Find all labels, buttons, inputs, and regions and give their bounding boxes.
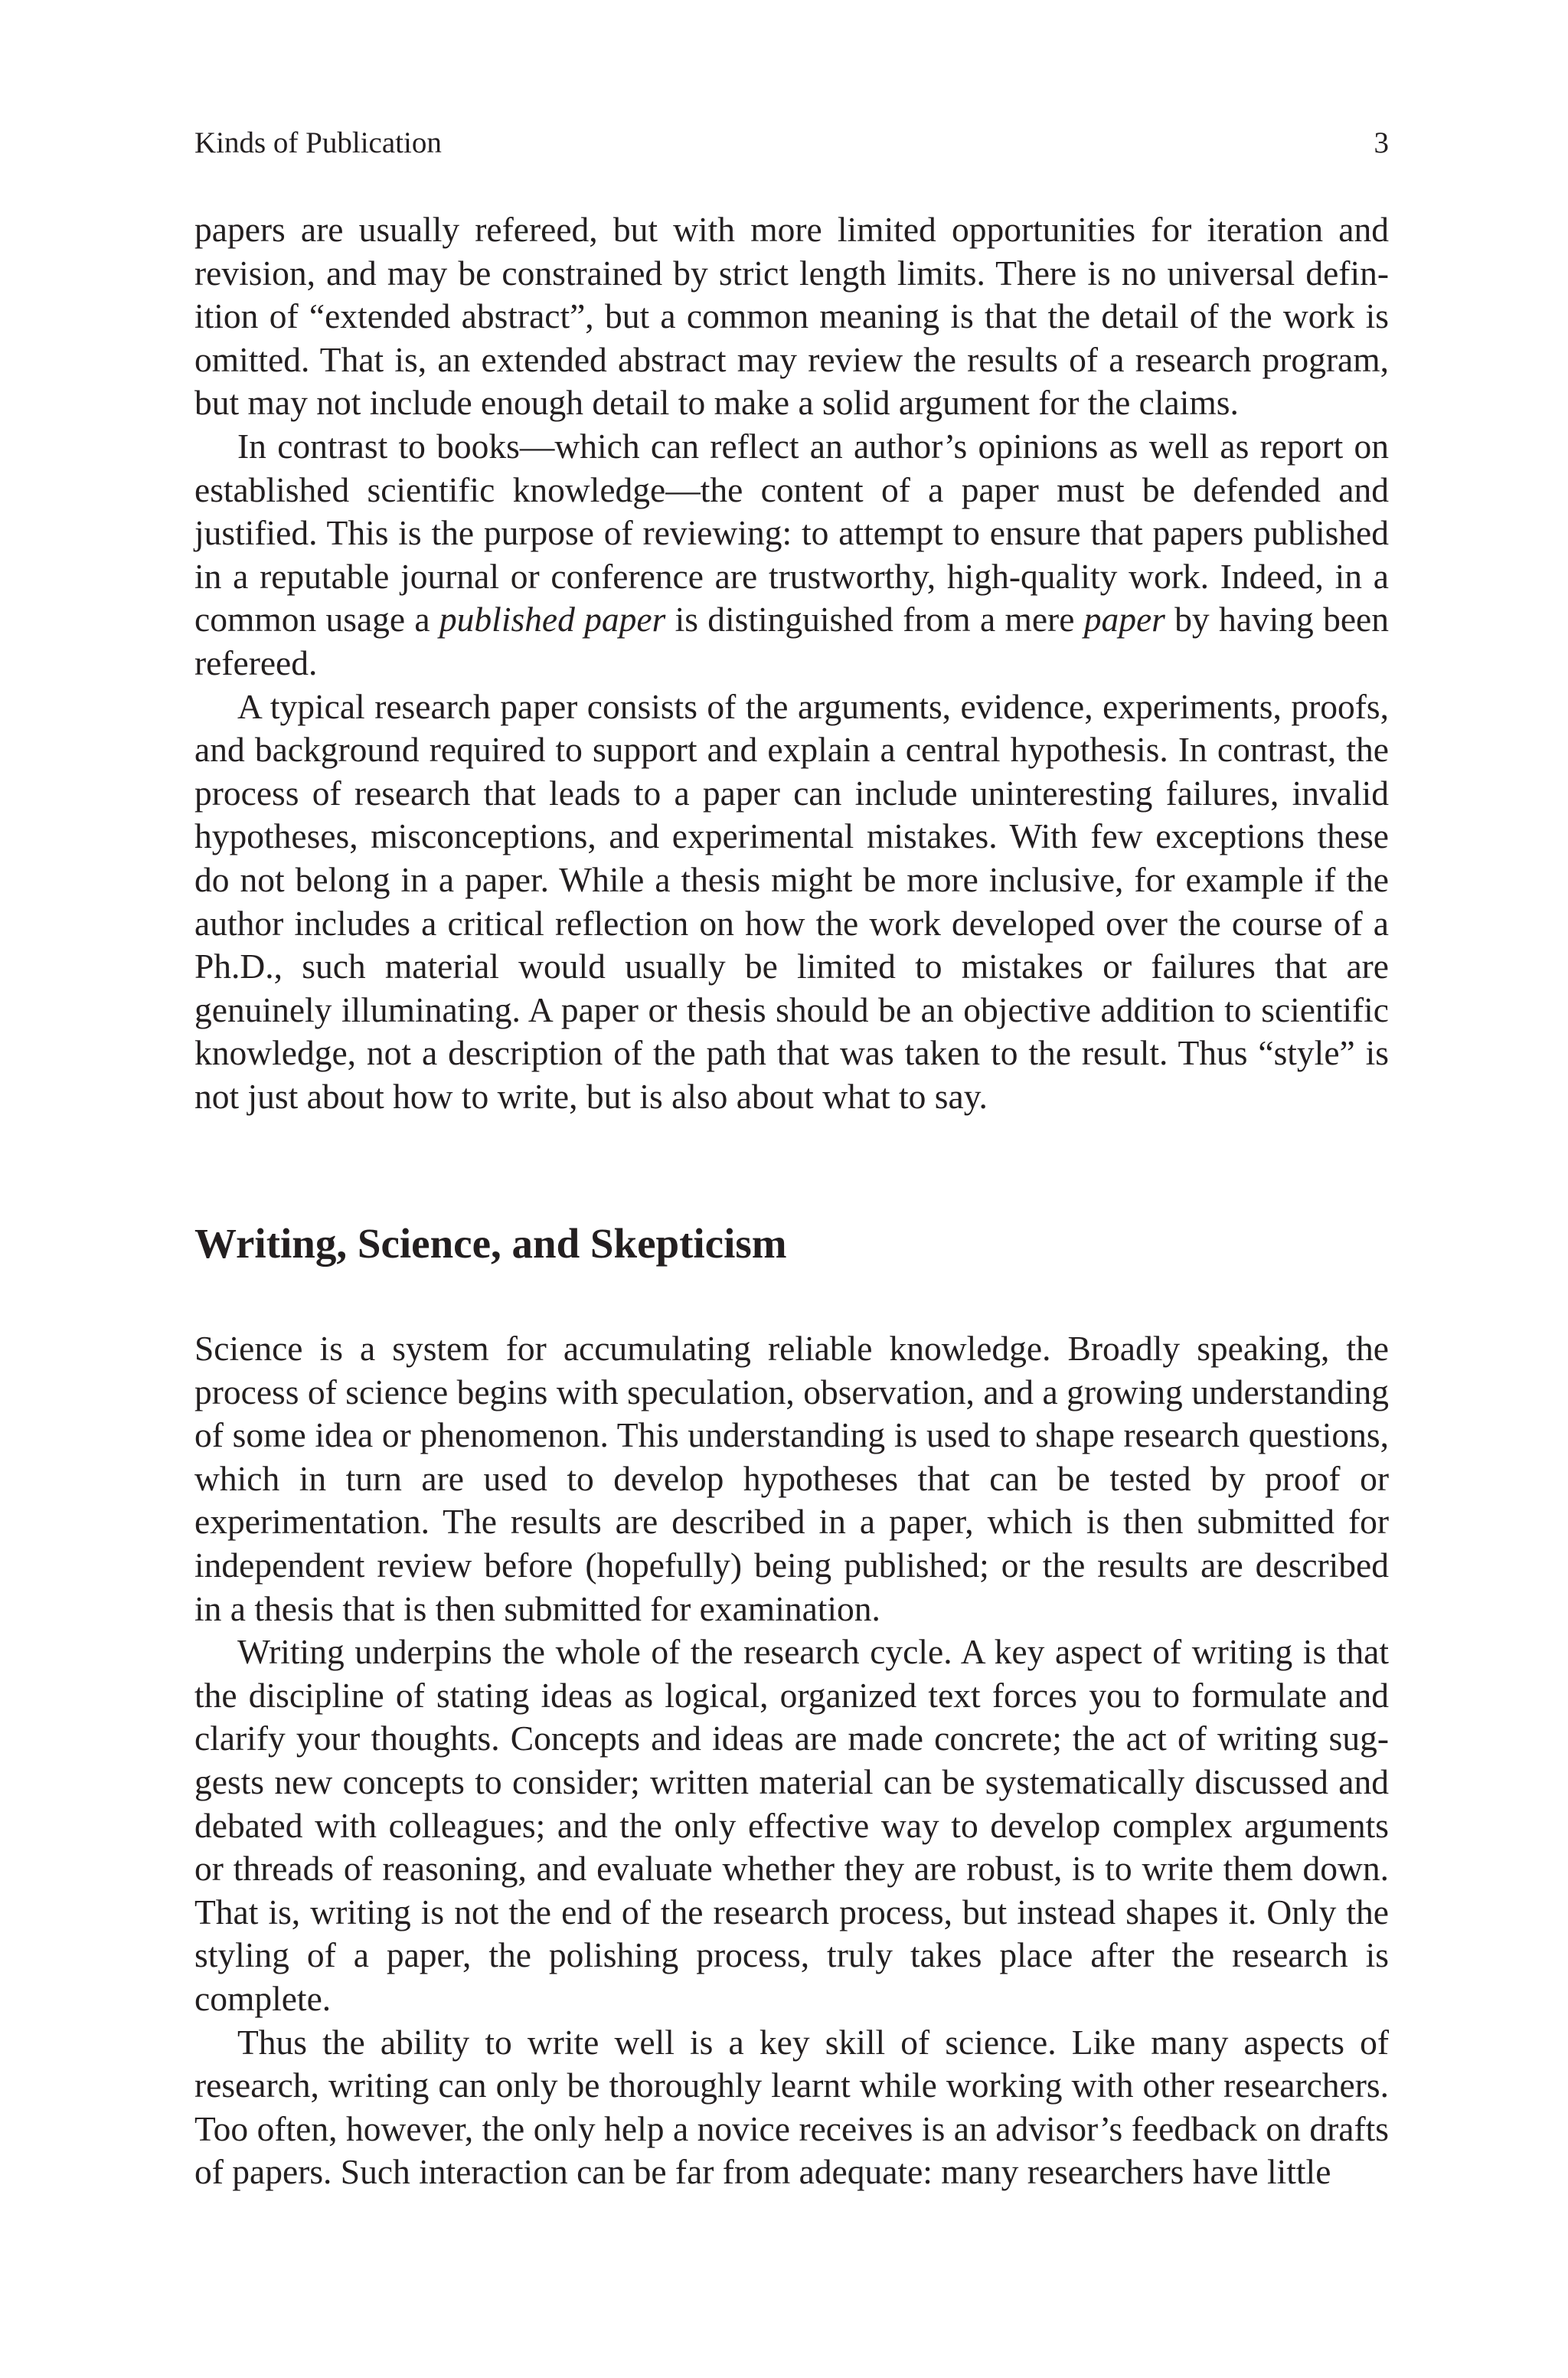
body-text-upper [194, 208, 1389, 1118]
paragraph [194, 685, 1389, 1119]
paragraph [194, 208, 1389, 425]
text-run: In contrast to books—which can reflect an author’s opinions as well as report on established scientific knowledge—the content of a paper must be defended and justified. This is the purpose of reviewing: to attempt to ensure that papers published in a reputable journal or conference are trustworthy, high-quality work. Indeed, in a common usage a [194, 426, 1389, 639]
italic-text: published paper [439, 600, 666, 639]
text-run: Thus the ability to write well is a key skill of science. Like many aspects of research, writing can only be thoroughly learnt while working with other researchers. Too often, however, the only help a novice receives is an advisor’s feedback on drafts of papers. Such interaction can be far from adequate: many researchers have little [194, 2022, 1389, 2192]
text-run: papers are usually refereed, but with more limited opportunities for iteration and revision, and may be constrained by strict length limits. There is no universal definition of “extended abstract”, but a common meaning is that the detail of the work is omitted. That is, an extended abstract may review the results of a research program, but may not include enough detail to make a solid argument for the claims. [194, 210, 1389, 423]
running-head [194, 126, 1389, 161]
text-run: A typical research paper consists of the arguments, evidence, experiments, proofs, and background required to support and explain a central hypothesis. In contrast, the process of research that leads to a paper can include uninteresting failures, invalid hypotheses, misconceptions, and experimental mistakes. With few exceptions these do not belong in a paper. While a thesis might be more inclusive, for example if the author includes a critical reflection on how the work developed over the course of a Ph.D., such material would usually be limited to mistakes or failures that are genuinely illuminating. A paper or thesis should be an objective addition to scientific knowledge, not a description of the path that was taken to the result. Thus “style” is not just about how to write, but is also about what to say. [194, 686, 1389, 1116]
paragraph [194, 1327, 1389, 1631]
text-run: Writing underpins the whole of the research cycle. A key aspect of writing is that the discipline of stating ideas as logical, organized text forces you to formulate and clarify your thoughts. Concepts and ideas are made concrete; the act of writing suggests new concepts to consider; written material can be systematically discussed and debated with colleagues; and the only effective way to develop complex arguments or threads of reasoning, and evaluate whether they are robust, is to write them down. That is, writing is not the end of the research process, but instead shapes it. Only the styling of a paper, the polishing process, truly takes place after the research is complete. [194, 1632, 1389, 2018]
text-run: by having been refereed. [194, 600, 1389, 682]
paragraph [194, 2021, 1389, 2194]
text-run: Science is a system for accumulating reliable knowledge. Broadly speaking, the process of science begins with speculation, observation, and a growing understanding of some idea or phenomenon. This understanding is used to shape research questions, which in turn are used to develop hypotheses that can be tested by proof or experimentation. The results are described in a paper, which is then submitted for independent review before (hopefully) being published; or the results are described in a thesis that is then submitted for examination. [194, 1329, 1389, 1628]
section-heading: Writing, Science, and Skepticism [194, 1220, 787, 1267]
page-number: 3 [1374, 126, 1389, 159]
italic-text: paper [1083, 600, 1165, 639]
body-text-lower [194, 1327, 1389, 2194]
running-head-title: Kinds of Publication [194, 126, 442, 159]
paragraph [194, 425, 1389, 685]
paragraph [194, 1631, 1389, 2020]
text-run: is distinguished from a mere [665, 600, 1084, 639]
